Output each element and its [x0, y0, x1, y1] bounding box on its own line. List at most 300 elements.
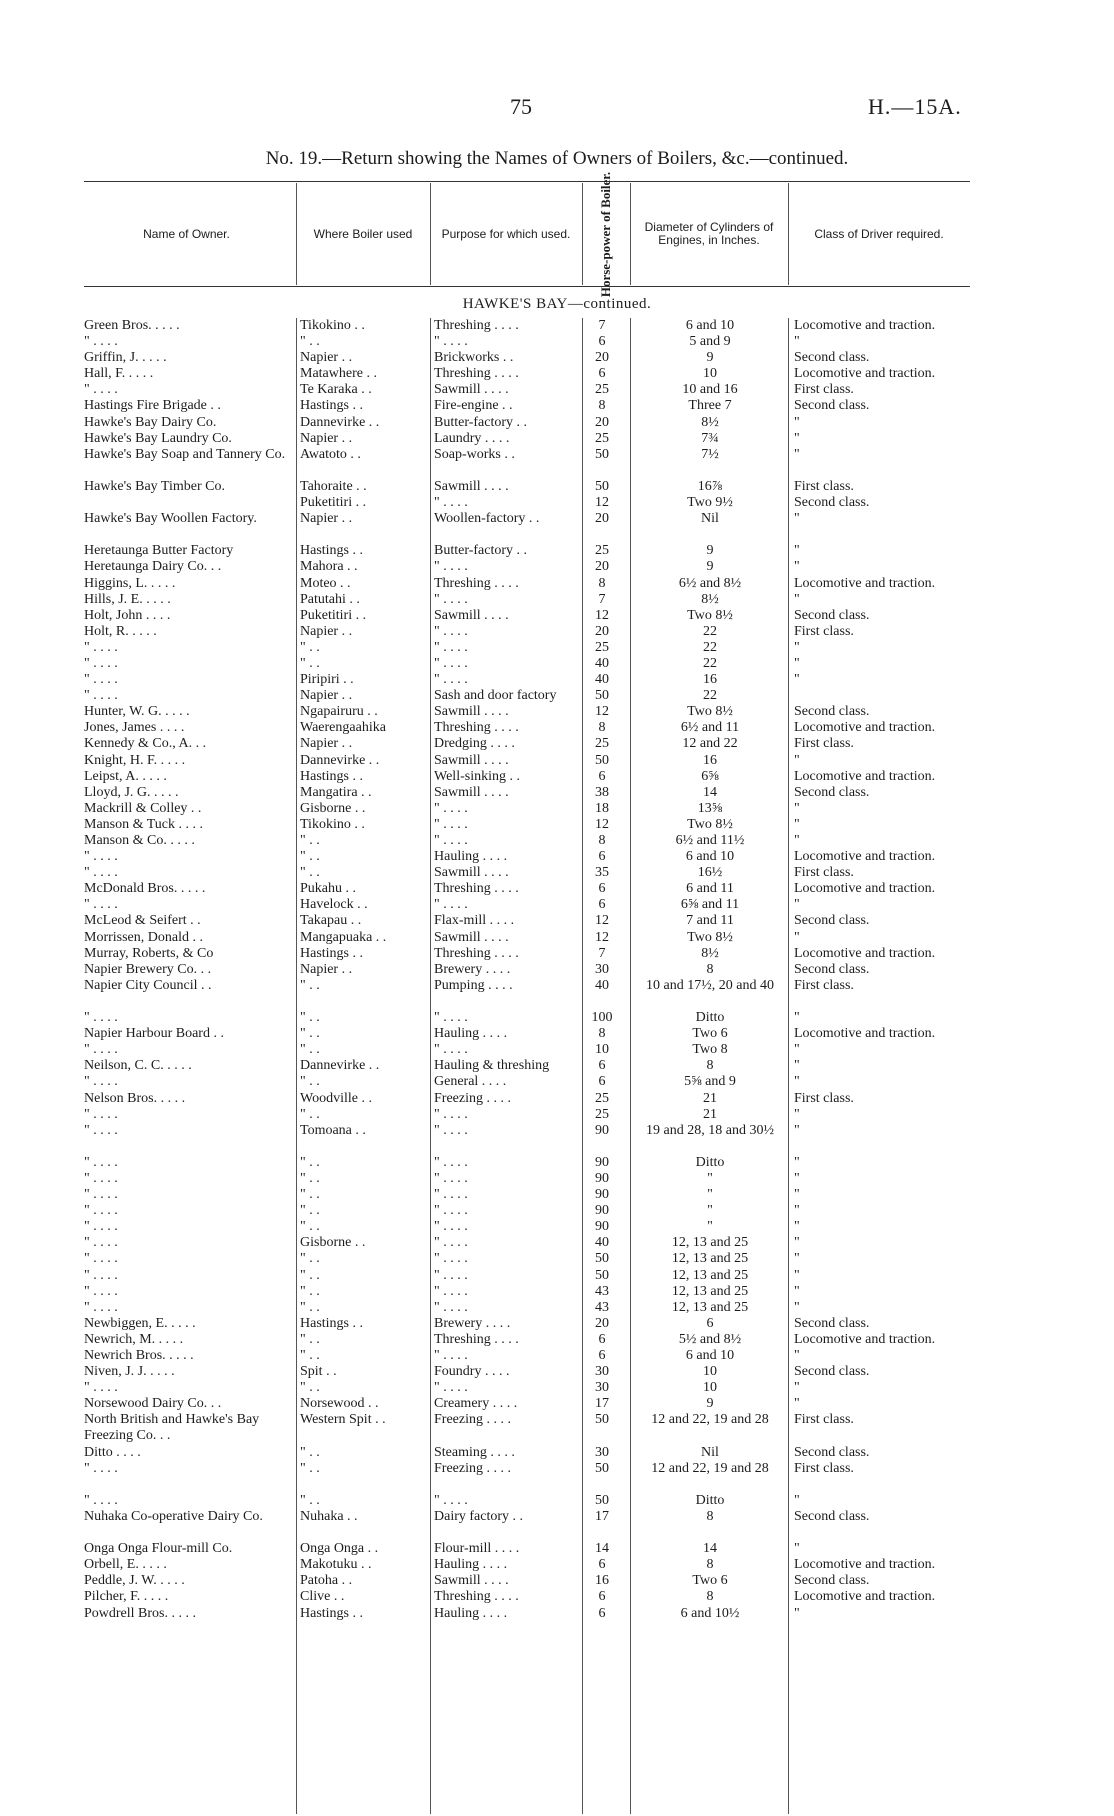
cell-dia: 9: [706, 350, 714, 366]
cell-purpose: Steaming . . . .: [434, 1444, 515, 1460]
table-row: [84, 962, 970, 978]
header-top-rule: [84, 181, 970, 182]
cell-dia: 6 and 10½: [680, 1605, 740, 1621]
cell-where: " . .: [300, 1219, 320, 1235]
cell-owner: McLeod & Seifert . .: [84, 913, 201, 929]
cell-where: " . .: [300, 1010, 320, 1026]
cell-dia: 8: [706, 1058, 714, 1074]
table-row: [84, 1058, 970, 1074]
table-row: [84, 881, 970, 897]
cell-cls: ": [794, 929, 800, 945]
cell-where: " . .: [300, 865, 320, 881]
cell-cls: First class.: [794, 865, 854, 881]
cell-cls: Second class.: [794, 704, 870, 720]
cell-purpose: Threshing . . . .: [434, 945, 519, 961]
cell-hp: 43: [595, 1283, 609, 1299]
table-row: [84, 865, 970, 881]
cell-hp: 25: [595, 639, 609, 655]
cell-where: " . .: [300, 833, 320, 848]
cell-where: " . .: [300, 639, 320, 655]
table-row: [84, 1461, 970, 1493]
cell-where: " . .: [300, 1106, 320, 1122]
cell-owner: Ditto . . . .: [84, 1444, 141, 1460]
cell-where: Mangatira . .: [300, 784, 372, 800]
cell-owner: Nelson Bros. . . . .: [84, 1090, 186, 1106]
cell-purpose: Sawmill . . . .: [434, 704, 509, 720]
cell-where: Takapau . .: [300, 913, 362, 929]
cell-hp: 10: [595, 1042, 609, 1058]
cell-hp: 6: [598, 334, 606, 350]
cell-cls: Second class.: [794, 784, 870, 800]
cell-owner: " . . . .: [84, 1106, 118, 1122]
cell-dia: 12, 13 and 25: [671, 1299, 749, 1315]
cell-hp: 50: [595, 478, 609, 494]
cell-owner: " . . . .: [84, 655, 118, 671]
table-row: [84, 559, 970, 575]
table-row: [84, 495, 970, 511]
table-row: [84, 1235, 970, 1251]
cell-where: " . .: [300, 1331, 320, 1347]
cell-purpose: Threshing . . . .: [434, 1331, 519, 1347]
table-row: [84, 431, 970, 447]
cell-cls: Locomotive and traction.: [794, 575, 936, 591]
table-row: [84, 1316, 970, 1332]
cell-cls: ": [794, 559, 800, 575]
cell-dia: 10 and 16: [682, 382, 738, 398]
cell-cls: ": [794, 1219, 800, 1235]
cell-dia: 8½: [701, 591, 719, 607]
cell-owner: Manson & Tuck . . . .: [84, 816, 204, 832]
cell-dia: Two 9½: [687, 495, 733, 511]
cell-owner: Hawke's Bay Timber Co.: [84, 478, 225, 494]
cell-where: " . .: [300, 1154, 320, 1170]
cell-dia: Nil: [701, 511, 719, 527]
cell-dia: 10 and 17½, 20 and 40: [646, 977, 774, 993]
cell-dia: 12, 13 and 25: [671, 1283, 749, 1299]
cell-dia: 21: [703, 1106, 717, 1122]
cell-owner: Newrich Bros. . . . .: [84, 1348, 194, 1363]
cell-where: Dannevirke . .: [300, 1058, 380, 1074]
cell-hp: 6: [598, 768, 606, 784]
cell-dia: 9: [706, 543, 714, 559]
cell-cls: ": [794, 1267, 800, 1283]
cell-hp: 50: [595, 1492, 609, 1508]
cell-dia: 5 and 9: [689, 334, 731, 350]
table-row: [84, 1268, 970, 1284]
cell-where: Clive . .: [300, 1589, 345, 1605]
table-row: [84, 640, 970, 656]
cell-hp: 12: [595, 704, 609, 720]
cell-hp: 6: [598, 849, 606, 865]
cell-owner: " . . . .: [84, 897, 118, 913]
cell-dia: 6: [706, 1315, 714, 1331]
cell-where: Dannevirke . .: [300, 752, 380, 768]
cell-purpose: " . . . .: [434, 1267, 468, 1283]
table-row: [84, 1219, 970, 1235]
cell-purpose: Brewery . . . .: [434, 961, 511, 977]
cell-cls: Second class.: [794, 913, 870, 929]
cell-cls: ": [794, 1170, 800, 1186]
cell-hp: 6: [598, 1074, 606, 1090]
cell-cls: ": [794, 1154, 800, 1170]
table-row: [84, 753, 970, 769]
cell-cls: Second class.: [794, 961, 870, 977]
cell-cls: ": [794, 897, 800, 913]
cell-purpose: Hauling . . . .: [434, 1557, 508, 1573]
cell-where: Havelock . .: [300, 897, 368, 913]
cell-where: " . .: [300, 1042, 320, 1058]
table-row: [84, 608, 970, 624]
cell-hp: 50: [595, 1267, 609, 1283]
cell-owner: " . . . .: [84, 1219, 118, 1235]
cell-owner: " . . . .: [84, 1251, 118, 1267]
cell-hp: 100: [591, 1010, 613, 1026]
cell-hp: 50: [595, 1412, 609, 1428]
cell-cls: Second class.: [794, 1508, 870, 1524]
cell-purpose: Freezing . . . .: [434, 1090, 511, 1106]
cell-owner: Neilson, C. C. . . . .: [84, 1058, 192, 1074]
cell-owner: " . . . .: [84, 1267, 118, 1283]
cell-purpose: " . . . .: [434, 623, 468, 639]
cell-where: Awatoto . .: [300, 446, 361, 462]
table-header: [84, 171, 970, 297]
cell-cls: Second class.: [794, 1315, 870, 1331]
header-horsepower: [582, 171, 630, 297]
cell-purpose: Sawmill . . . .: [434, 478, 509, 494]
cell-where: " . .: [300, 1380, 320, 1396]
cell-where: Nuhaka . .: [300, 1508, 358, 1524]
cell-dia: 16: [703, 672, 717, 688]
cell-purpose: Sawmill . . . .: [434, 382, 509, 398]
cell-owner: Hawke's Bay Soap and Tannery Co.: [84, 446, 286, 462]
cell-cls: ": [794, 1010, 800, 1026]
cell-owner: North British and Hawke's Bay Freezing Co. . .: [84, 1412, 260, 1444]
cell-where: Dannevirke . .: [300, 414, 380, 430]
cell-cls: ": [794, 833, 800, 848]
cell-dia: ": [707, 1219, 713, 1235]
cell-hp: 50: [595, 446, 609, 462]
cell-purpose: Dredging . . . .: [434, 736, 515, 752]
cell-cls: ": [794, 639, 800, 655]
cell-owner: Mackrill & Colley . .: [84, 800, 202, 816]
cell-dia: 7¾: [701, 430, 719, 446]
cell-hp: 30: [595, 1380, 609, 1396]
cell-purpose: Threshing . . . .: [434, 1589, 519, 1605]
column-divider: [788, 183, 789, 285]
cell-dia: 8: [706, 1589, 714, 1605]
cell-owner: " . . . .: [84, 1042, 118, 1058]
table-row: [84, 1541, 970, 1557]
table-row: [84, 1187, 970, 1203]
table-row: [84, 1203, 970, 1219]
table-row: [84, 1445, 970, 1461]
cell-purpose: Pumping . . . .: [434, 977, 513, 993]
cell-cls: Locomotive and traction.: [794, 1589, 936, 1605]
cell-hp: 20: [595, 414, 609, 430]
cell-dia: 9: [706, 559, 714, 575]
cell-cls: Locomotive and traction.: [794, 945, 936, 961]
cell-dia: 5½ and 8½: [678, 1331, 742, 1347]
cell-where: Spit . .: [300, 1364, 337, 1380]
cell-owner: " . . . .: [84, 1170, 118, 1186]
table-body: [84, 318, 970, 1622]
cell-hp: 90: [595, 1219, 609, 1235]
cell-owner: Heretaunga Dairy Co. . .: [84, 559, 222, 575]
cell-dia: 6½ and 8½: [678, 575, 742, 591]
cell-where: Hastings . .: [300, 1605, 363, 1621]
cell-cls: First class.: [794, 977, 854, 993]
cell-purpose: " . . . .: [434, 1042, 468, 1058]
table-row: [84, 1171, 970, 1187]
cell-purpose: Woollen-factory . .: [434, 511, 540, 527]
cell-hp: 35: [595, 865, 609, 881]
cell-purpose: " . . . .: [434, 559, 468, 575]
cell-dia: 10: [703, 366, 717, 382]
cell-dia: 22: [703, 623, 717, 639]
cell-purpose: " . . . .: [434, 1203, 468, 1219]
cell-cls: Locomotive and traction.: [794, 881, 936, 897]
cell-hp: 8: [598, 720, 606, 736]
cell-owner: Orbell, E. . . . .: [84, 1557, 167, 1573]
cell-where: Hastings . .: [300, 768, 363, 784]
cell-owner: Hall, F. . . . .: [84, 366, 154, 382]
cell-cls: ": [794, 414, 800, 430]
cell-dia: ": [707, 1170, 713, 1186]
cell-owner: Morrissen, Donald . .: [84, 929, 203, 945]
cell-hp: 50: [595, 688, 609, 704]
cell-cls: First class.: [794, 736, 854, 752]
cell-purpose: Hauling . . . .: [434, 1605, 508, 1621]
cell-where: " . .: [300, 1460, 320, 1476]
cell-hp: 20: [595, 511, 609, 527]
cell-purpose: " . . . .: [434, 800, 468, 816]
cell-purpose: " . . . .: [434, 1154, 468, 1170]
cell-where: " . .: [300, 1026, 320, 1042]
table-row: [84, 1573, 970, 1589]
cell-owner: Murray, Roberts, & Co: [84, 945, 214, 961]
cell-hp: 12: [595, 495, 609, 511]
cell-where: Mangapuaka . .: [300, 929, 387, 945]
table-row: [84, 849, 970, 865]
cell-owner: Hawke's Bay Woollen Factory.: [84, 511, 257, 527]
cell-cls: First class.: [794, 1412, 854, 1428]
cell-hp: 7: [598, 591, 606, 607]
cell-hp: 90: [595, 1203, 609, 1219]
cell-hp: 6: [598, 1348, 606, 1363]
cell-where: " . .: [300, 1267, 320, 1283]
cell-cls: ": [794, 1251, 800, 1267]
cell-cls: ": [794, 1106, 800, 1122]
cell-hp: 20: [595, 623, 609, 639]
cell-dia: 10: [703, 1380, 717, 1396]
cell-dia: ": [707, 1187, 713, 1203]
cell-where: Makotuku . .: [300, 1557, 372, 1573]
cell-purpose: Butter-factory . .: [434, 414, 528, 430]
table-row: [84, 978, 970, 1010]
cell-cls: Second class.: [794, 1444, 870, 1460]
cell-hp: 12: [595, 929, 609, 945]
cell-where: Te Karaka . .: [300, 382, 372, 398]
cell-purpose: Sawmill . . . .: [434, 865, 509, 881]
cell-purpose: " . . . .: [434, 897, 468, 913]
table-row: [84, 479, 970, 495]
cell-where: Tikokino . .: [300, 816, 365, 832]
cell-hp: 12: [595, 913, 609, 929]
cell-where: Napier . .: [300, 961, 353, 977]
table-row: [84, 334, 970, 350]
cell-cls: Locomotive and traction.: [794, 318, 936, 333]
cell-where: Puketitiri . .: [300, 495, 367, 511]
cell-purpose: Threshing . . . .: [434, 720, 519, 736]
cell-dia: 22: [703, 639, 717, 655]
table-row: [84, 543, 970, 559]
cell-purpose: Fire-engine . .: [434, 398, 513, 414]
cell-purpose: Sawmill . . . .: [434, 929, 509, 945]
cell-cls: ": [794, 1380, 800, 1396]
cell-owner: " . . . .: [84, 1380, 118, 1396]
table-row: [84, 833, 970, 849]
cell-cls: ": [794, 446, 800, 462]
cell-where: Hastings . .: [300, 398, 363, 414]
cell-purpose: Threshing . . . .: [434, 318, 519, 333]
cell-hp: 50: [595, 1460, 609, 1476]
table-row: [84, 1123, 970, 1155]
cell-dia: 16: [703, 752, 717, 768]
table-row: [84, 576, 970, 592]
cell-owner: " . . . .: [84, 1154, 118, 1170]
cell-hp: 7: [598, 318, 606, 333]
document-reference: H.—15A.: [868, 94, 962, 119]
cell-owner: Hills, J. E. . . . .: [84, 591, 171, 607]
cell-hp: 25: [595, 543, 609, 559]
cell-dia: 12, 13 and 25: [671, 1235, 749, 1251]
table-row: [84, 415, 970, 431]
table-row: [84, 1348, 970, 1364]
cell-where: Hastings . .: [300, 945, 363, 961]
cell-owner: " . . . .: [84, 1010, 118, 1026]
cell-owner: McDonald Bros. . . . .: [84, 881, 206, 897]
cell-owner: Peddle, J. W. . . . .: [84, 1573, 185, 1589]
cell-cls: ": [794, 1187, 800, 1203]
cell-where: " . .: [300, 1492, 320, 1508]
column-divider: [630, 183, 631, 285]
cell-hp: 12: [595, 607, 609, 623]
cell-where: Western Spit . .: [300, 1412, 386, 1428]
cell-cls: ": [794, 1283, 800, 1299]
table-row: [84, 1493, 970, 1509]
cell-purpose: " . . . .: [434, 655, 468, 671]
cell-dia: 16½: [697, 865, 723, 881]
cell-hp: 6: [598, 881, 606, 897]
cell-purpose: " . . . .: [434, 1106, 468, 1122]
table-row: [84, 930, 970, 946]
cell-dia: 8: [706, 1508, 714, 1524]
cell-cls: Second class.: [794, 398, 870, 414]
cell-cls: Second class.: [794, 495, 870, 511]
cell-where: Hastings . .: [300, 1315, 363, 1331]
table-row: [84, 1091, 970, 1107]
cell-cls: ": [794, 1042, 800, 1058]
cell-dia: Two 8½: [687, 704, 733, 720]
cell-purpose: " . . . .: [434, 1219, 468, 1235]
table-row: [84, 1589, 970, 1605]
cell-owner: Green Bros. . . . .: [84, 318, 180, 333]
cell-hp: 16: [595, 1573, 609, 1589]
cell-cls: Second class.: [794, 607, 870, 623]
cell-purpose: " . . . .: [434, 1251, 468, 1267]
cell-cls: Locomotive and traction.: [794, 720, 936, 736]
cell-hp: 25: [595, 1106, 609, 1122]
cell-where: Woodville . .: [300, 1090, 372, 1106]
table-row: [84, 447, 970, 479]
table-row: [84, 1332, 970, 1348]
cell-owner: " . . . .: [84, 1235, 118, 1251]
cell-where: Moteo . .: [300, 575, 351, 591]
cell-purpose: Hauling . . . .: [434, 1026, 508, 1042]
cell-dia: Two 8½: [687, 607, 733, 623]
cell-dia: 14: [703, 784, 717, 800]
cell-dia: 22: [703, 655, 717, 671]
table-row: [84, 1300, 970, 1316]
table-row: [84, 1284, 970, 1300]
table-row: [84, 672, 970, 688]
cell-where: Gisborne . .: [300, 800, 366, 816]
cell-where: " . .: [300, 1283, 320, 1299]
table-row: [84, 350, 970, 366]
cell-dia: 12 and 22, 19 and 28: [651, 1460, 769, 1476]
cell-owner: Heretaunga Butter Factory: [84, 543, 234, 559]
cell-owner: " . . . .: [84, 382, 118, 398]
cell-owner: " . . . .: [84, 1460, 118, 1476]
table-row: [84, 817, 970, 833]
cell-purpose: Soap-works . .: [434, 446, 515, 462]
cell-where: Norsewood . .: [300, 1396, 379, 1412]
cell-dia: 6⅝: [701, 768, 719, 784]
document-title: No. 19.—Return showing the Names of Owners of Boilers, &c.—continued.: [265, 148, 849, 169]
cell-purpose: Brickworks . .: [434, 350, 514, 366]
cell-where: " . .: [300, 1299, 320, 1315]
cell-purpose: " . . . .: [434, 1235, 468, 1251]
cell-purpose: " . . . .: [434, 816, 468, 832]
cell-dia: 22: [703, 688, 717, 704]
cell-dia: 6½ and 11: [680, 720, 740, 736]
cell-owner: " . . . .: [84, 1122, 118, 1138]
cell-purpose: " . . . .: [434, 1283, 468, 1299]
cell-owner: Jones, James . . . .: [84, 720, 185, 736]
cell-purpose: Butter-factory . .: [434, 543, 528, 559]
cell-owner: " . . . .: [84, 334, 118, 350]
cell-dia: 21: [703, 1090, 717, 1106]
cell-where: Napier . .: [300, 350, 353, 366]
cell-hp: 30: [595, 1364, 609, 1380]
cell-where: Napier . .: [300, 623, 353, 639]
cell-cls: ": [794, 1492, 800, 1508]
table-row: [84, 1155, 970, 1171]
cell-where: Tikokino . .: [300, 318, 365, 333]
cell-where: Matawhere . .: [300, 366, 377, 382]
table-row: [84, 1606, 970, 1622]
cell-dia: Two 8½: [687, 929, 733, 945]
cell-dia: 8: [706, 961, 714, 977]
page-number: 75: [510, 94, 532, 119]
cell-hp: 20: [595, 559, 609, 575]
cell-owner: Hunter, W. G. . . . .: [84, 704, 190, 720]
cell-where: Hastings . .: [300, 543, 363, 559]
cell-owner: Napier Brewery Co. . .: [84, 961, 212, 977]
cell-dia: 14: [703, 1541, 717, 1557]
cell-cls: ": [794, 1396, 800, 1412]
cell-hp: 20: [595, 350, 609, 366]
